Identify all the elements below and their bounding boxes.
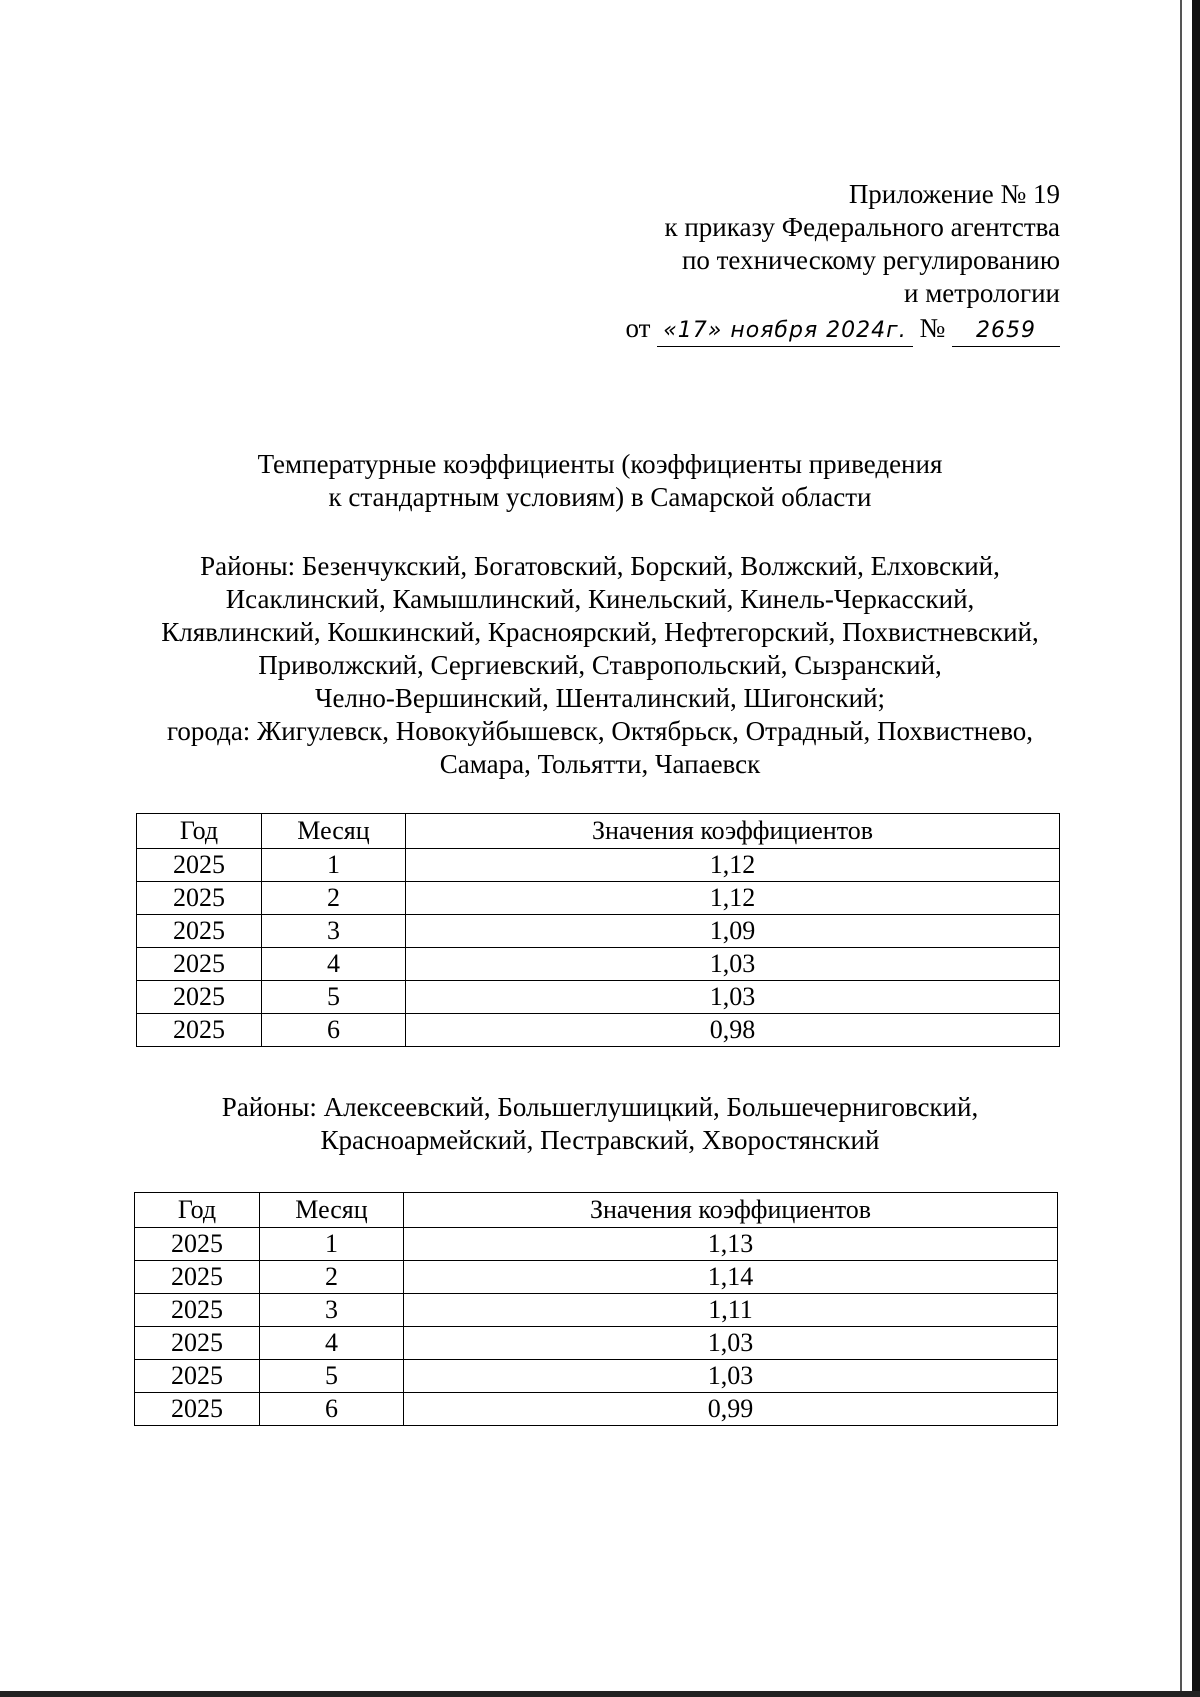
cell-month: 4 — [260, 1327, 404, 1360]
header-value: Значения коэффициентов — [404, 1193, 1058, 1228]
order-date-handwritten: «17» ноября 2024г. — [657, 318, 913, 347]
cell-year: 2025 — [135, 1228, 260, 1261]
cell-month: 6 — [260, 1393, 404, 1426]
cell-year: 2025 — [137, 882, 262, 915]
districts-line: Исаклинский, Камышлинский, Кинельский, Кинель-Черкасский, — [225, 584, 975, 614]
cell-value: 1,11 — [404, 1294, 1058, 1327]
cell-year: 2025 — [137, 849, 262, 882]
table-row — [137, 849, 1060, 882]
districts-list-2 — [0, 1091, 1200, 1157]
appendix-order-ref: к приказу Федерального агентства — [664, 212, 1060, 242]
scan-border-bottom — [0, 1691, 1200, 1697]
title-line-1: Температурные коэффициенты (коэффициенты приведения — [257, 449, 943, 479]
cell-value: 1,14 — [404, 1261, 1058, 1294]
header-year: Год — [137, 814, 262, 849]
order-number-handwritten: 2659 — [952, 318, 1060, 347]
cell-year: 2025 — [137, 981, 262, 1014]
order-prefix: от — [625, 313, 651, 343]
table-row — [135, 1261, 1058, 1294]
cell-month: 6 — [262, 1014, 406, 1047]
cell-year: 2025 — [137, 915, 262, 948]
table-header-row — [135, 1193, 1058, 1228]
cell-value: 1,12 — [406, 882, 1060, 915]
appendix-agency-end: и метрологии — [904, 278, 1060, 308]
order-date-line — [460, 312, 1060, 347]
cell-year: 2025 — [135, 1327, 260, 1360]
table-header-row — [137, 814, 1060, 849]
cell-month: 3 — [260, 1294, 404, 1327]
cell-month: 2 — [260, 1261, 404, 1294]
table-row — [137, 882, 1060, 915]
districts-line: Клявлинский, Кошкинский, Красноярский, Нефтегорский, Похвистневский, — [161, 617, 1039, 647]
districts-line: Самара, Тольятти, Чапаевск — [439, 749, 761, 779]
title-line-2: к стандартным условиям) в Самарской области — [328, 482, 872, 512]
cell-month: 4 — [262, 948, 406, 981]
table-row — [135, 1393, 1058, 1426]
table-row — [135, 1228, 1058, 1261]
header-month: Месяц — [262, 814, 406, 849]
cell-month: 5 — [260, 1360, 404, 1393]
table-row — [137, 981, 1060, 1014]
order-number-label: № — [919, 313, 946, 343]
coefficients-table-2 — [134, 1192, 1058, 1426]
cell-month: 1 — [262, 849, 406, 882]
cell-year: 2025 — [135, 1261, 260, 1294]
cell-year: 2025 — [137, 1014, 262, 1047]
appendix-header — [460, 178, 1060, 347]
document-title — [0, 448, 1200, 514]
cell-value: 1,09 — [406, 915, 1060, 948]
cell-value: 1,03 — [406, 948, 1060, 981]
cell-value: 1,03 — [404, 1360, 1058, 1393]
cell-value: 1,03 — [406, 981, 1060, 1014]
districts-line: Приволжский, Сергиевский, Ставропольский, Сызранский, — [258, 650, 942, 680]
cell-month: 2 — [262, 882, 406, 915]
table-row — [137, 1014, 1060, 1047]
cell-month: 1 — [260, 1228, 404, 1261]
cell-value: 0,99 — [404, 1393, 1058, 1426]
districts-list-1 — [0, 550, 1200, 781]
appendix-number: Приложение № 19 — [848, 179, 1060, 209]
table-row — [135, 1327, 1058, 1360]
header-month: Месяц — [260, 1193, 404, 1228]
cell-value: 1,13 — [404, 1228, 1058, 1261]
header-year: Год — [135, 1193, 260, 1228]
districts-line: Челно-Вершинский, Шенталинский, Шигонский; — [314, 683, 886, 713]
cell-year: 2025 — [135, 1294, 260, 1327]
cell-value: 0,98 — [406, 1014, 1060, 1047]
cell-year: 2025 — [135, 1360, 260, 1393]
header-value: Значения коэффициентов — [406, 814, 1060, 849]
table-row — [135, 1294, 1058, 1327]
scan-border-right — [1192, 0, 1200, 1697]
districts-line: Районы: Алексеевский, Большеглушицкий, Большечерниговский, — [221, 1092, 979, 1122]
table-row — [137, 915, 1060, 948]
cell-value: 1,12 — [406, 849, 1060, 882]
cell-month: 5 — [262, 981, 406, 1014]
cell-month: 3 — [262, 915, 406, 948]
cell-year: 2025 — [137, 948, 262, 981]
table-row — [135, 1360, 1058, 1393]
cell-value: 1,03 — [404, 1327, 1058, 1360]
table-row — [137, 948, 1060, 981]
districts-line: Красноармейский, Пестравский, Хворостянский — [320, 1125, 880, 1155]
districts-line: Районы: Безенчукский, Богатовский, Борский, Волжский, Елховский, — [200, 551, 1000, 581]
appendix-agency: по техническому регулированию — [681, 245, 1060, 275]
cell-year: 2025 — [135, 1393, 260, 1426]
districts-line: города: Жигулевск, Новокуйбышевск, Октябрьск, Отрадный, Похвистнево, — [166, 716, 1034, 746]
coefficients-table-1 — [136, 813, 1060, 1047]
